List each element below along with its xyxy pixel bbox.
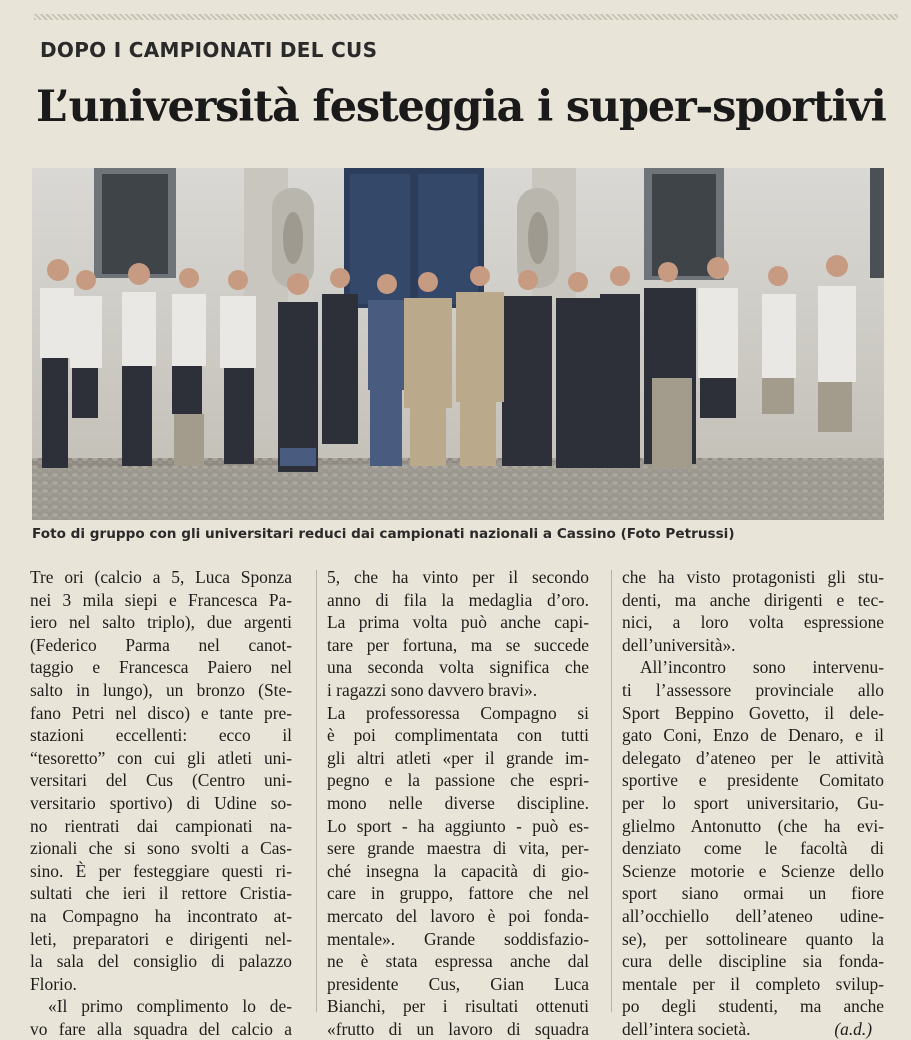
- text-line: iero nel salto triplo), due argenti: [30, 612, 292, 633]
- text-line: gato Coni, Enzo de Denaro, e il: [622, 725, 884, 746]
- text-line: Bianchi, per i risultati ottenuti: [327, 996, 589, 1017]
- text-line: nei 3 mila siepi e Francesca Pa-: [30, 589, 292, 610]
- text-line: mentale». Grande soddisfazio-: [327, 928, 589, 949]
- text-line: sportive e presidente Comitato: [622, 770, 884, 791]
- text-line-with-signature: [622, 1018, 884, 1040]
- photo-caption: Foto di gruppo con gli universitari reduci dai campionati nazionali a Cassino (Foto Petrussi): [32, 526, 735, 542]
- text-line: dell’università».: [622, 634, 736, 655]
- text-line: care in gruppo, fattore che nel: [327, 883, 589, 904]
- article-column-2: [327, 566, 589, 1040]
- text-line: “tesoretto” con cui gli atleti uni-: [30, 747, 292, 768]
- text-line: gli altri atleti «per il grande im-: [327, 747, 589, 768]
- column-divider: [316, 570, 317, 1012]
- group-photo: [32, 168, 884, 520]
- text-line: delegato d’ateneo per le attività: [622, 747, 884, 768]
- text-line: denti, ma anche dirigenti e tec-: [622, 589, 884, 610]
- text-line: sino. È per festeggiare questi ri-: [30, 860, 292, 881]
- text-line: Sport Beppino Govetto, il dele-: [622, 702, 884, 723]
- text-line: dell’intera società.: [622, 1018, 751, 1039]
- text-line: tare per fortuna, ma se succede: [327, 634, 589, 655]
- text-line: presidente Cus, Gian Luca: [327, 973, 589, 994]
- text-line: glielmo Antonutto (che ha evi-: [622, 815, 884, 836]
- text-line: mono nelle diverse discipline.: [327, 792, 589, 813]
- text-line: Florio.: [30, 973, 77, 994]
- text-line: cura delle discipline sia fonda-: [622, 951, 884, 972]
- text-line: «Il primo complimento lo de-: [48, 996, 292, 1017]
- text-line: i ragazzi sono davvero bravi».: [327, 679, 538, 700]
- author-signature: (a.d.): [834, 1018, 872, 1039]
- text-line: sport siano ormai un fiore: [622, 883, 884, 904]
- text-line: versitario sportivo) di Udine so-: [30, 792, 292, 813]
- text-line: zionali che si sono svolti a Cas-: [30, 838, 292, 859]
- text-line: ché insegna la capacità di gio-: [327, 860, 589, 881]
- text-line: no rientrati dai campionati na-: [30, 815, 292, 836]
- text-line: vo fare alla squadra del calcio a: [30, 1018, 292, 1039]
- text-line: sere grande maestra di vita, per-: [327, 838, 589, 859]
- column-divider: [611, 570, 612, 1012]
- text-line: denziato come le facoltà di: [622, 838, 884, 859]
- text-line: la sala del consiglio di palazzo: [30, 951, 292, 972]
- text-line: stazioni eccellenti: ecco il: [30, 725, 292, 746]
- text-line: una seconda volta significa che: [327, 657, 589, 678]
- text-line: po degli studenti, ma anche: [622, 996, 884, 1017]
- text-line: all’occhiello dell’ateneo udine-: [622, 905, 884, 926]
- text-line: La prima volta può anche capi-: [327, 612, 589, 633]
- group-photo-illustration: [32, 168, 884, 520]
- article-kicker: DOPO I CAMPIONATI DEL CUS: [40, 38, 378, 62]
- text-line: nici, a loro volta espressione: [622, 612, 884, 633]
- text-line: fano Petri nel disco) e tante pre-: [30, 702, 292, 723]
- text-line: Lo sport - ha aggiunto - può es-: [327, 815, 589, 836]
- text-line: La professoressa Compagno si: [327, 702, 589, 723]
- text-line: 5, che ha vinto per il secondo: [327, 567, 589, 587]
- text-line: «frutto di un lavoro di squadra: [327, 1018, 589, 1039]
- article-column-3: [622, 566, 884, 1040]
- text-line: ti l’assessore provinciale allo: [622, 679, 884, 700]
- text-line: Scienze motorie e Scienze dello: [622, 860, 884, 881]
- text-line: pegno e la passione che espri-: [327, 770, 589, 791]
- text-line: na Compagno ha incontrato at-: [30, 905, 292, 926]
- top-rule: [34, 14, 898, 20]
- text-line: che ha visto protagonisti gli stu-: [622, 567, 884, 587]
- text-line: Tre ori (calcio a 5, Luca Sponza: [30, 567, 292, 587]
- article-column-1: [30, 566, 292, 1040]
- text-line: versitari del Cus (Centro uni-: [30, 770, 292, 791]
- article-headline: L’università festeggia i super-sportivi: [36, 82, 886, 132]
- text-line: ne è stata espressa anche dal: [327, 951, 589, 972]
- text-line: (Federico Parma nel canot-: [30, 634, 292, 655]
- text-line: taggio e Francesca Paiero nel: [30, 657, 292, 678]
- text-line: salto in lungo), un bronzo (Ste-: [30, 679, 292, 700]
- text-line: è poi complimentata con tutti: [327, 725, 589, 746]
- text-line: mercato del lavoro è poi fonda-: [327, 905, 589, 926]
- text-line: sultati che ieri il rettore Cristia-: [30, 883, 292, 904]
- text-line: All’incontro sono intervenu-: [640, 657, 884, 678]
- text-line: mentale per il completo svilup-: [622, 973, 884, 994]
- text-line: per lo sport universitario, Gu-: [622, 792, 884, 813]
- text-line: se), per sottolineare quanto la: [622, 928, 884, 949]
- text-line: leti, preparatori e dirigenti nel-: [30, 928, 292, 949]
- text-line: anno di fila la medaglia d’oro.: [327, 589, 589, 610]
